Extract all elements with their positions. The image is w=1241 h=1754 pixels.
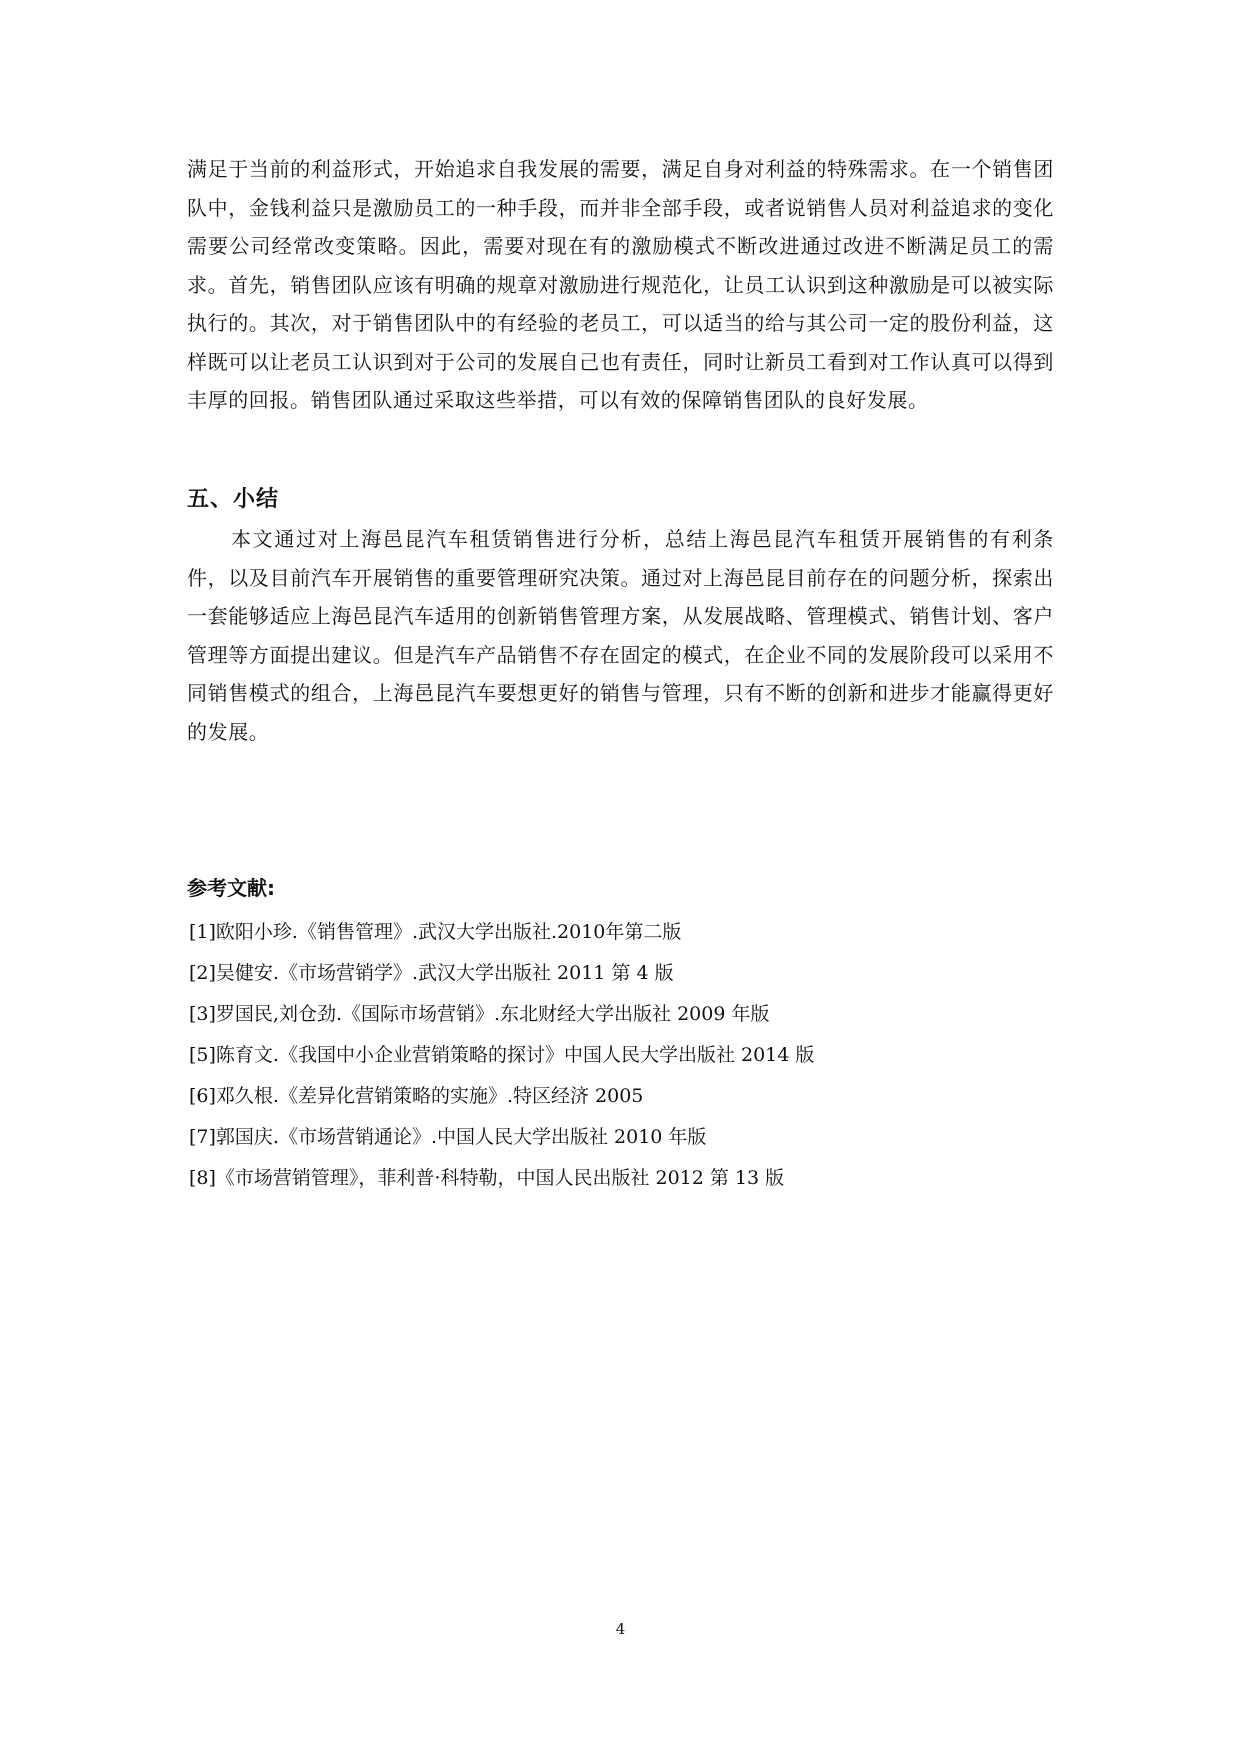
reference-item: [7]郭国庆.《市场营销通论》.中国人民大学出版社 2010 年版 [189,1126,707,1148]
reference-item: [5]陈育文.《我国中小企业营销策略的探讨》中国人民大学出版社 2014 版 [189,1044,815,1066]
section-heading: 五、小结 [187,487,280,512]
body-paragraph: 满足于当前的利益形式，开始追求自我发展的需要，满足自身对利益的特殊需求。在一个销售团队中，金钱利益只是激励员工的一种手段，而并非全部手段，或者说销售人员对利益追求的变化需要公司经常改变策略。因此，需要对现在有的激励模式不断改进通过改进不断满足员工的需求。首先，销售团队应该有明确的规章对激励进行规范化，让员工认识到这种激励是可以被实际执行的。其次，对于销售团队中的有经验的老员工，可以适当的给与其公司一定的股份利益，这样既可以让老员工认识到对于公司的发展自己也有责任，同时让新员工看到对工作认真可以得到丰厚的回报。销售团队通过采取这些举措，可以有效的保障销售团队的良好发展。 [187,157,1054,412]
reference-item: [6]邓久根.《差异化营销策略的实施》.特区经济 2005 [189,1085,644,1107]
reference-item: [2]吴健安.《市场营销学》.武汉大学出版社 2011 第 4 版 [189,962,674,984]
reference-item: [1]欧阳小珍.《销售管理》.武汉大学出版社.2010年第二版 [189,921,682,943]
reference-item: [8]《市场营销管理》，菲利普·科特勒，中国人民出版社 2012 第 13 版 [189,1167,785,1189]
reference-list [189,912,1059,1199]
references-title: 参考文献: [187,876,275,900]
page-number: 4 [615,1620,626,1638]
reference-item: [3]罗国民,刘仓劲.《国际市场营销》.东北财经大学出版社 2009 年版 [189,1003,770,1025]
summary-paragraph: 本文通过对上海邑昆汽车租赁销售进行分析，总结上海邑昆汽车租赁开展销售的有利条件，以及目前汽车开展销售的重要管理研究决策。通过对上海邑昆目前存在的问题分析，探索出一套能够适应上海邑昆汽车适用的创新销售管理方案，从发展战略、管理模式、销售计划、客户管理等方面提出建议。但是汽车产品销售不存在固定的模式，在企业不同的发展阶段可以采用不同销售模式的组合，上海邑昆汽车要想更好的销售与管理，只有不断的创新和进步才能赢得更好的发展。 [187,527,1054,744]
